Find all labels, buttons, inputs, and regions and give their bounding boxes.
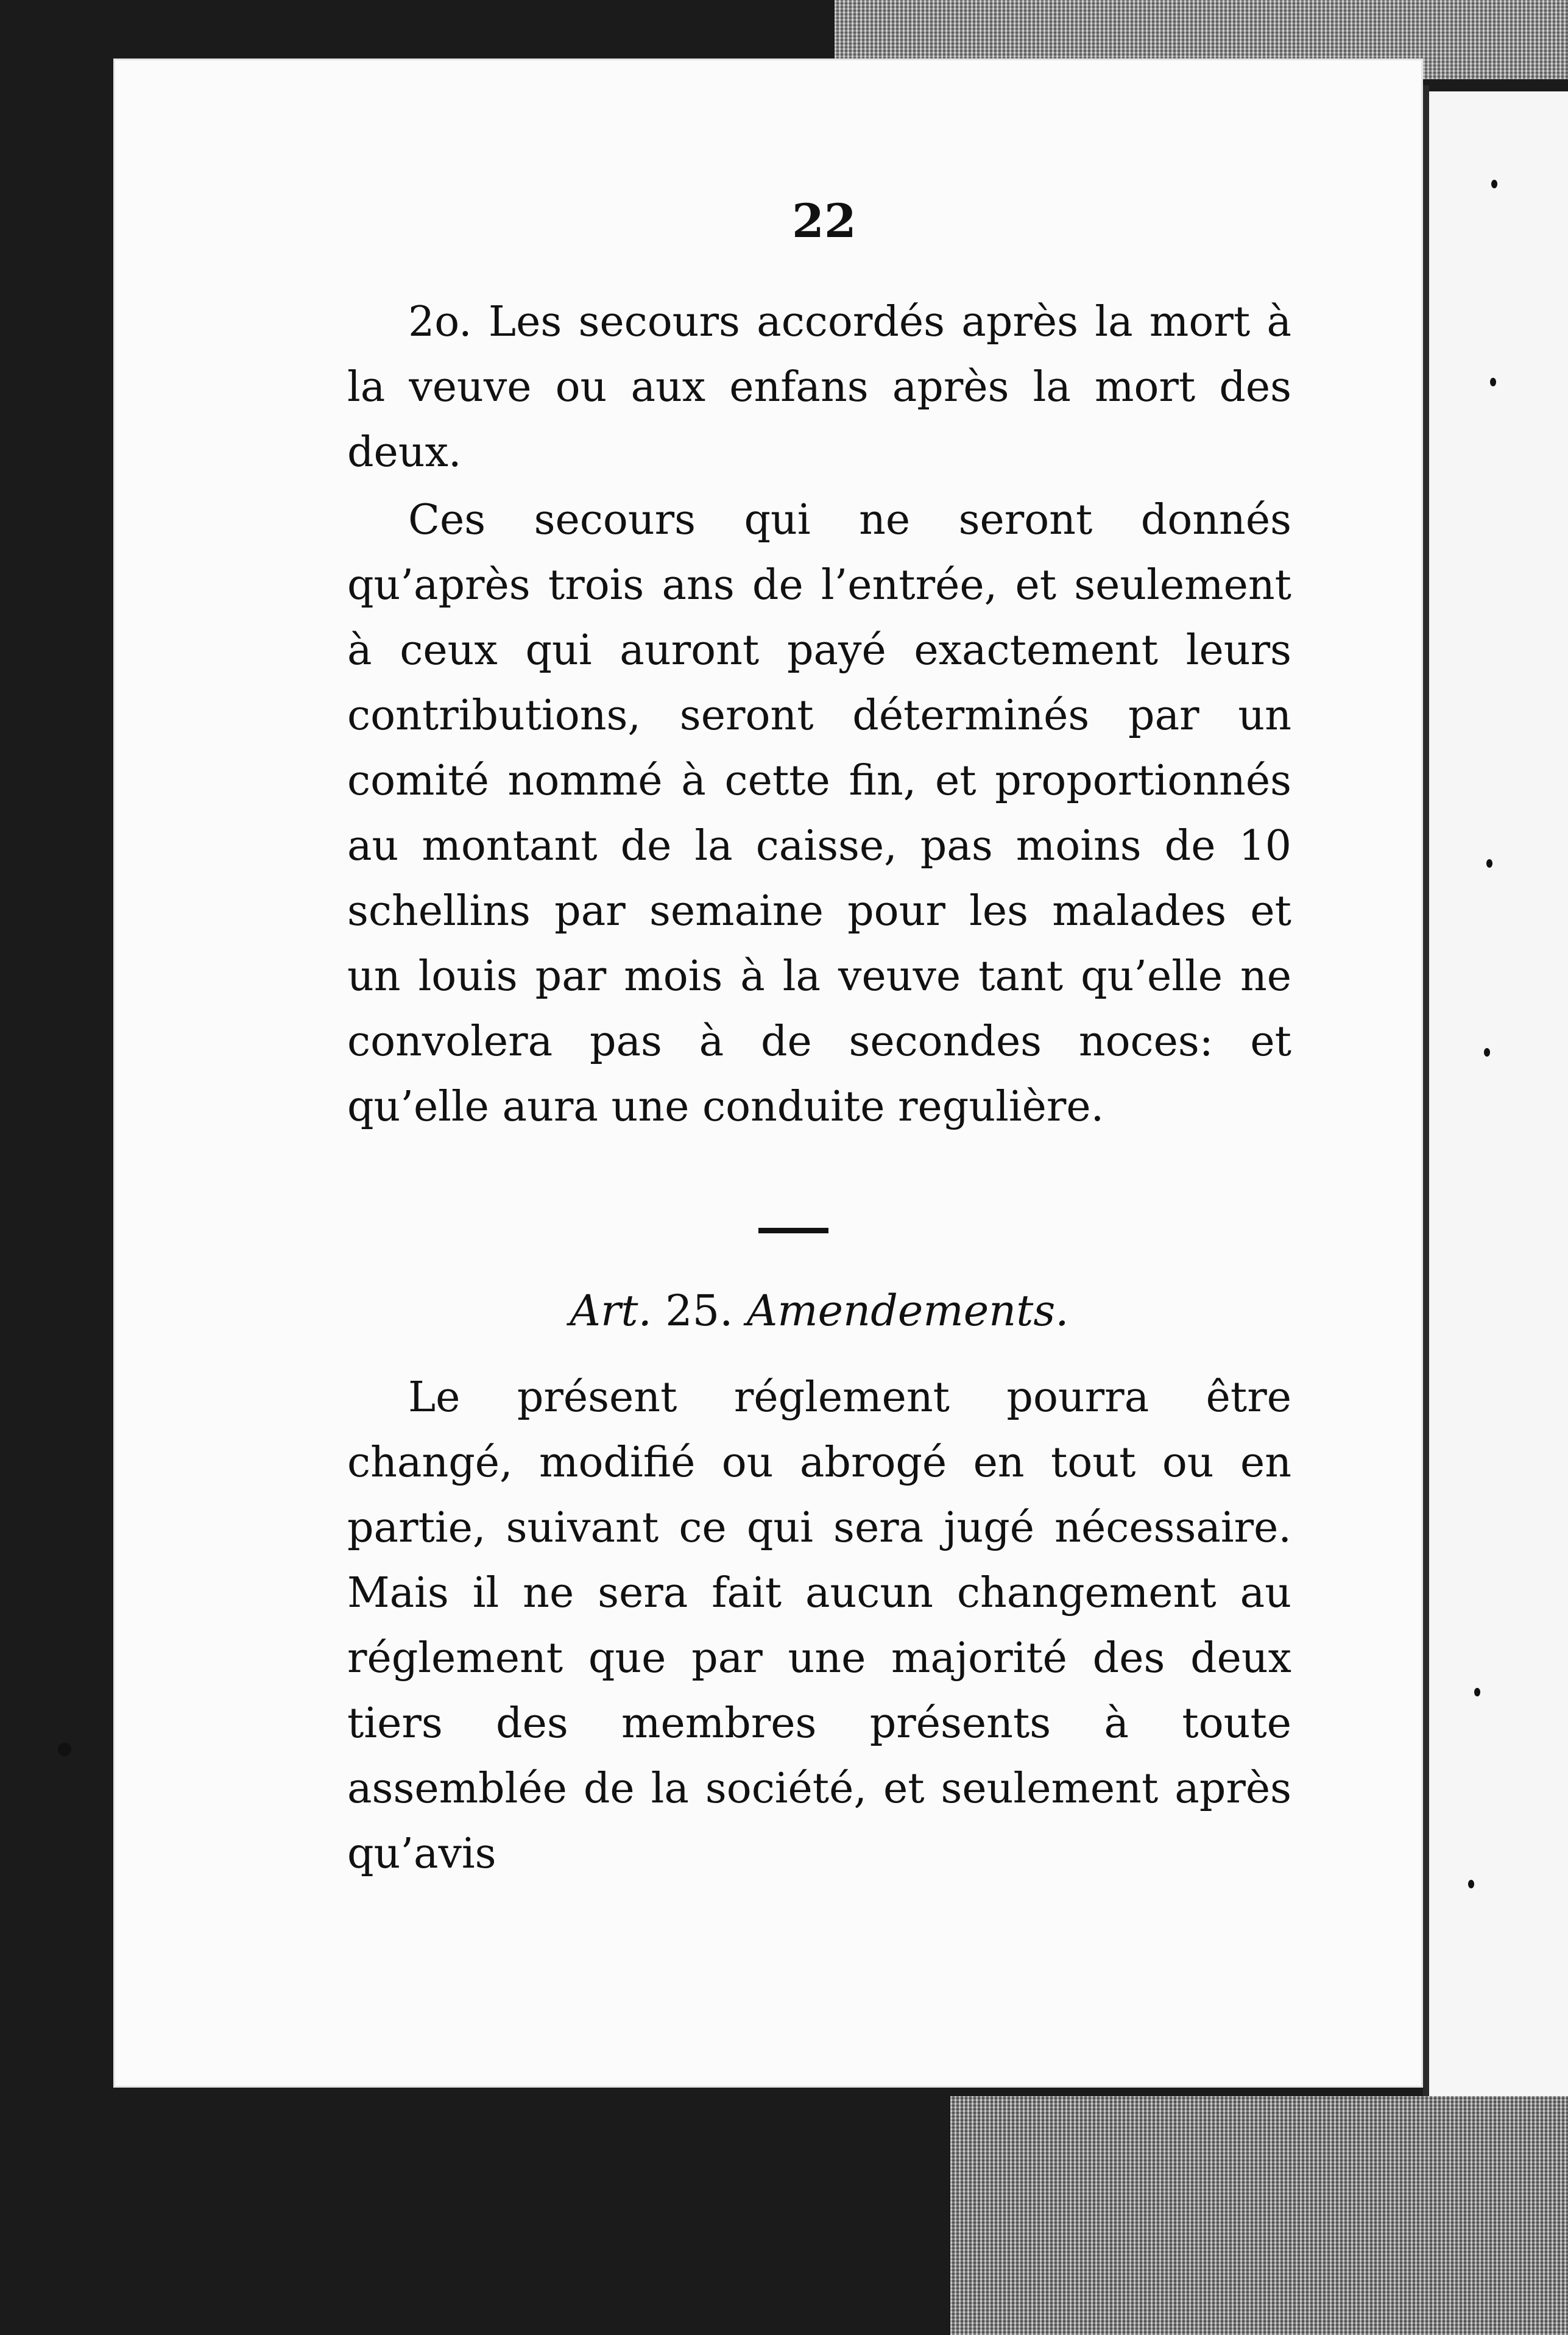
scan-speck <box>1468 1880 1474 1888</box>
scan-speck <box>1484 1048 1490 1057</box>
adjacent-page-strip <box>1429 91 1568 2096</box>
paragraph-secours-apres-mort: 2o. Les secours accordés après la mort à la veuve ou aux enfans après la mort des deux. <box>347 298 1291 477</box>
scan-speck <box>1474 1688 1480 1696</box>
article-label: Art. <box>570 1286 652 1336</box>
binding-cloth-bottom <box>950 2096 1568 2335</box>
scan-speck <box>1490 378 1496 386</box>
page-gutter-edge <box>1423 85 1429 2096</box>
scan-speck <box>1491 180 1497 188</box>
paragraph-conditions-secours: Ces secours qui ne seront donnés qu’après trois ans de l’entrée, et seulement à ceux qui auront payé exactement leurs contributions, seront déterminés par un comité nommé à cette fin, et proportionnés au montant de la caisse, pas moins de 10 schellins par semaine pour les malades et un louis par mois à la veuve tant qu’elle ne convolera pas à de secondes noces: et qu’elle aura une conduite regulière. <box>347 496 1291 1131</box>
article-title: Amendements. <box>746 1286 1069 1336</box>
article-number: 25. <box>665 1286 733 1336</box>
scan-speck <box>58 1743 71 1756</box>
scan-speck <box>1486 859 1492 868</box>
paragraph-amendements: Le présent réglement pourra être changé, modifié ou abrogé en tout ou en partie, suivant ce qui sera jugé nécessaire. Mais il ne sera fait aucun changement au réglement que par une majorité des deux tiers des membres présents à toute assemblée de la société, et seulement après qu’avis <box>347 1373 1291 1878</box>
article-heading <box>347 1286 1291 1336</box>
section-divider <box>758 1228 828 1233</box>
page-number: 22 <box>792 194 856 248</box>
